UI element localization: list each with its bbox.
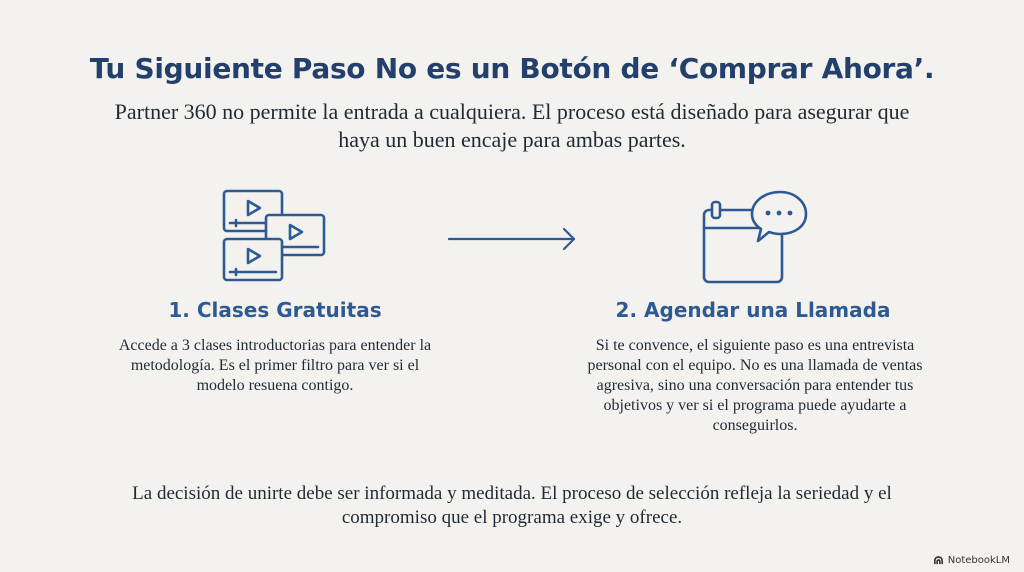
brand-label: NotebookLM: [947, 555, 1010, 566]
notebooklm-logo-icon: [933, 555, 944, 566]
page-subtitle: Partner 360 no permite la entrada a cualquiera. El proceso está diseñado para asegurar que haya un buen encaje para ambas partes.: [114, 99, 910, 152]
step-1-title: 1. Clases Gratuitas: [168, 298, 382, 322]
video-lessons-icon: [218, 186, 330, 286]
page-title: Tu Siguiente Paso No es un Botón de ‘Comprar Ahora’.: [89, 52, 935, 85]
calendar-chat-icon: [698, 188, 810, 288]
arrow-right-icon: [446, 226, 580, 252]
footer-note: La decisión de unirte debe ser informada y meditada. El proceso de selección refleja la seriedad y el compromiso que el programa exige y ofrece.: [132, 483, 892, 528]
step-2-title: 2. Agendar una Llamada: [615, 298, 891, 322]
notebooklm-watermark: [933, 555, 1010, 566]
step-2-description: Si te convence, el siguiente paso es una entrevista personal con el equipo. No es una llamada de ventas agresiva, sino una conversación para entender tus objetivos y ver si el programa puede ayudarte a conseguirlos.: [587, 337, 923, 434]
step-1-description: Accede a 3 clases introductorias para entender la metodología. Es el primer filtro para ver si el modelo resuena contigo.: [118, 337, 432, 394]
